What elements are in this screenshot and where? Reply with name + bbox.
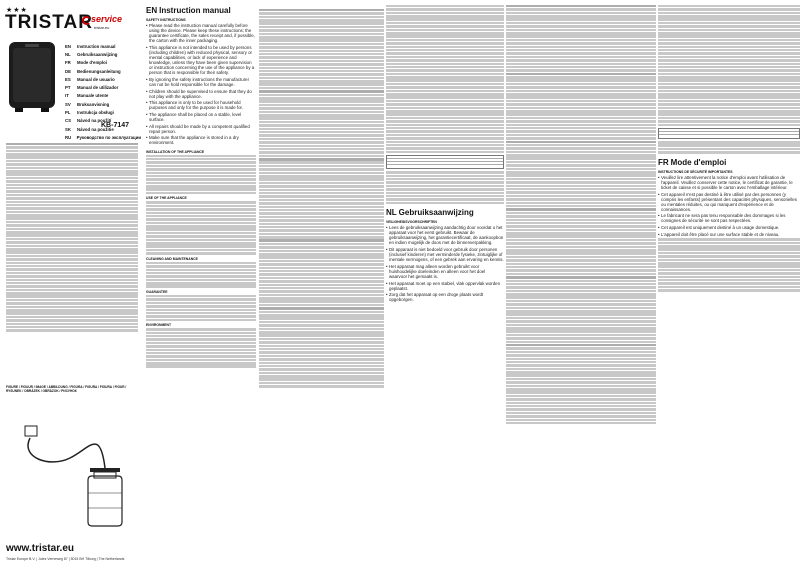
environment-title: ENVIRONMENT [146, 323, 172, 328]
model-number: KB-7147 [101, 122, 130, 129]
service-swoosh-icon [82, 16, 91, 25]
website-url[interactable]: www.tristar.eu [6, 543, 74, 554]
safety-paragraph: • Children should be supervised to ensure that they do not play with the appliance. [146, 89, 256, 99]
brand-logo: TRISTAR [5, 12, 93, 33]
safety-paragraph: • By ignoring the safety instructions the manufacturer can not be hold responsible for the damage. [146, 77, 256, 87]
dutch-safety-paragraph: • Het apparaat mag alleen worden gebruikt voor huishoudelijke doeleinden en alleen voor het doel waarvoor het gemaakt is. [386, 264, 504, 279]
safety-paragraph: • Make sure that the appliance is stored in a dry environment. [146, 135, 256, 145]
language-index-row: CS Návod na použití [65, 118, 112, 124]
specs-mini-table [658, 128, 800, 139]
safety-paragraph: • This appliance is only to be used for household purposes and only for the purpose it is made for. [146, 100, 256, 110]
brand-stars: ★★★ [6, 7, 28, 14]
product-heater-image [3, 38, 60, 114]
cover-column [0, 0, 143, 572]
installation-title: INSTALLATION OF THE APPLIANCE [146, 149, 205, 154]
language-index-row: RU Руководство по эксплуатации [65, 134, 141, 140]
language-index-row: ES Manual de usuario [65, 76, 115, 82]
use-title: USE OF THE APPLIANCE [146, 196, 187, 201]
service-url: tristar.eu [94, 25, 110, 30]
safety-paragraph: • Please read the instruction manual carefully before using the device. Please keep these instructions; the guarantee certificate, the sales receipt and, if possible, the carton with the inner packaging. [146, 23, 256, 43]
language-index-row: EN Instruction manual [65, 43, 116, 49]
french-safety-paragraph: • Veuillez lire attentivement la notice d'emploi avant l'utilisation de l'appareil. Veuillez conserver cette notice, le certificat de garantie, le ticket de caisse et si possible le carton avec l'emballage intérieur. [658, 175, 800, 190]
english-heading: EN Instruction manual [146, 6, 231, 15]
cleaning-title: CLEANING AND MAINTENANCE [146, 256, 198, 261]
gas-bottle-diagram [10, 398, 135, 530]
language-index-row: SV Bruksanvisning [65, 101, 110, 107]
safety-paragraph: • This appliance is not intended to be used by persons (including children) with reduced physical, sensory or mental capabilities, or lack of experience and knowledge, unless they have been given supervision or instruction concerning the use of the appliance by a person that is responsible for their safety. [146, 45, 256, 76]
language-index-row: PT Manual de utilizador [65, 85, 119, 91]
language-index-row: NL Gebruiksaanwijzing [65, 51, 118, 57]
safety-paragraph: • All repairs should be made by a competent qualified repair person. [146, 124, 256, 134]
guarantee-title: GUARANTEE [146, 289, 168, 294]
dutch-safety-paragraph: • Dit apparaat is niet bedoeld voor gebruik door personen (inclusief kinderen) met verminderde fysieke, zintuiglijke of mentale vermogens, of een gebrek aan ervaring en kennis. [386, 247, 504, 262]
language-index-row: SK Návod na použitie [65, 126, 114, 132]
specs-mini-table [386, 155, 504, 169]
french-heading: FR Mode d'emploi [658, 157, 727, 167]
french-safety-paragraph: • L'appareil doit être placé sur une surface stable et de niveau. [658, 232, 800, 237]
figure-caption: FIGURE / FIGUUR / IMAGE / ABBILDUNG / FIGURA / FIGURA / FIGURA / FIGUR / RYSUNEK / OBRÁZEK / OBRÁZOK / РИСУНОК [6, 385, 127, 393]
safety-title: SAFETY INSTRUCTIONS [146, 18, 186, 22]
french-safety-paragraph: • Cet appareil n'est pas destiné à être utilisé par des personnes (y compris les enfants) présentant des capacités physiques, sensorielles ou mentales réduites, ou qui manquent d'expérience et de connaissances. [658, 192, 800, 212]
french-safety-paragraph: • Cet appareil est uniquement destiné à un usage domestique. [658, 225, 800, 230]
service-logo [82, 14, 122, 32]
dutch-safety-title: VEILIGHEIDSVOORSCHRIFTEN [386, 220, 437, 225]
language-index-row: PL Instrukcja obsługi [65, 110, 114, 116]
french-column [658, 0, 800, 572]
service-word: service [91, 14, 123, 24]
english-column [146, 0, 256, 572]
spec-table [6, 142, 138, 333]
language-index-row: IT Manuale utente [65, 93, 109, 99]
dutch-continued-column [506, 0, 656, 572]
english-continued-column [259, 0, 384, 572]
dutch-safety-paragraph: • Lees de gebruiksaanwijzing aandachtig door voordat u het apparaat voor het eerst gebruikt. Bewaar de gebruiksaanwijzing, het garantiecertificaat, de aankoopbon en indien mogelijk de doos met de binnenverpakking. [386, 225, 504, 245]
company-address: Tristar Europe B.V. | Jules Verneweg 87 | 5015 BH Tilburg | The Netherlands [6, 557, 125, 561]
dutch-safety-paragraph: • Zorg dat het apparaat op een droge plaats wordt opgeborgen. [386, 292, 504, 302]
french-safety-paragraph: • Le fabricant ne sera pas tenu responsable des dommages si les consignes de sécurité ne sont pas respectées. [658, 213, 800, 223]
safety-paragraph: • The appliance shall be placed on a stable, level surface. [146, 112, 256, 122]
dutch-column [386, 0, 504, 572]
dutch-heading: NL Gebruiksaanwijzing [386, 208, 474, 218]
french-safety-title: INSTRUCTIONS DE SÉCURITÉ IMPORTANTES [658, 169, 733, 174]
dutch-safety-paragraph: • Het apparaat moet op een stabiel, vlak oppervlak worden geplaatst. [386, 281, 504, 291]
language-index-row: DE Bedienungsanleitung [65, 68, 121, 74]
language-index-row: FR Mode d'emploi [65, 60, 107, 66]
